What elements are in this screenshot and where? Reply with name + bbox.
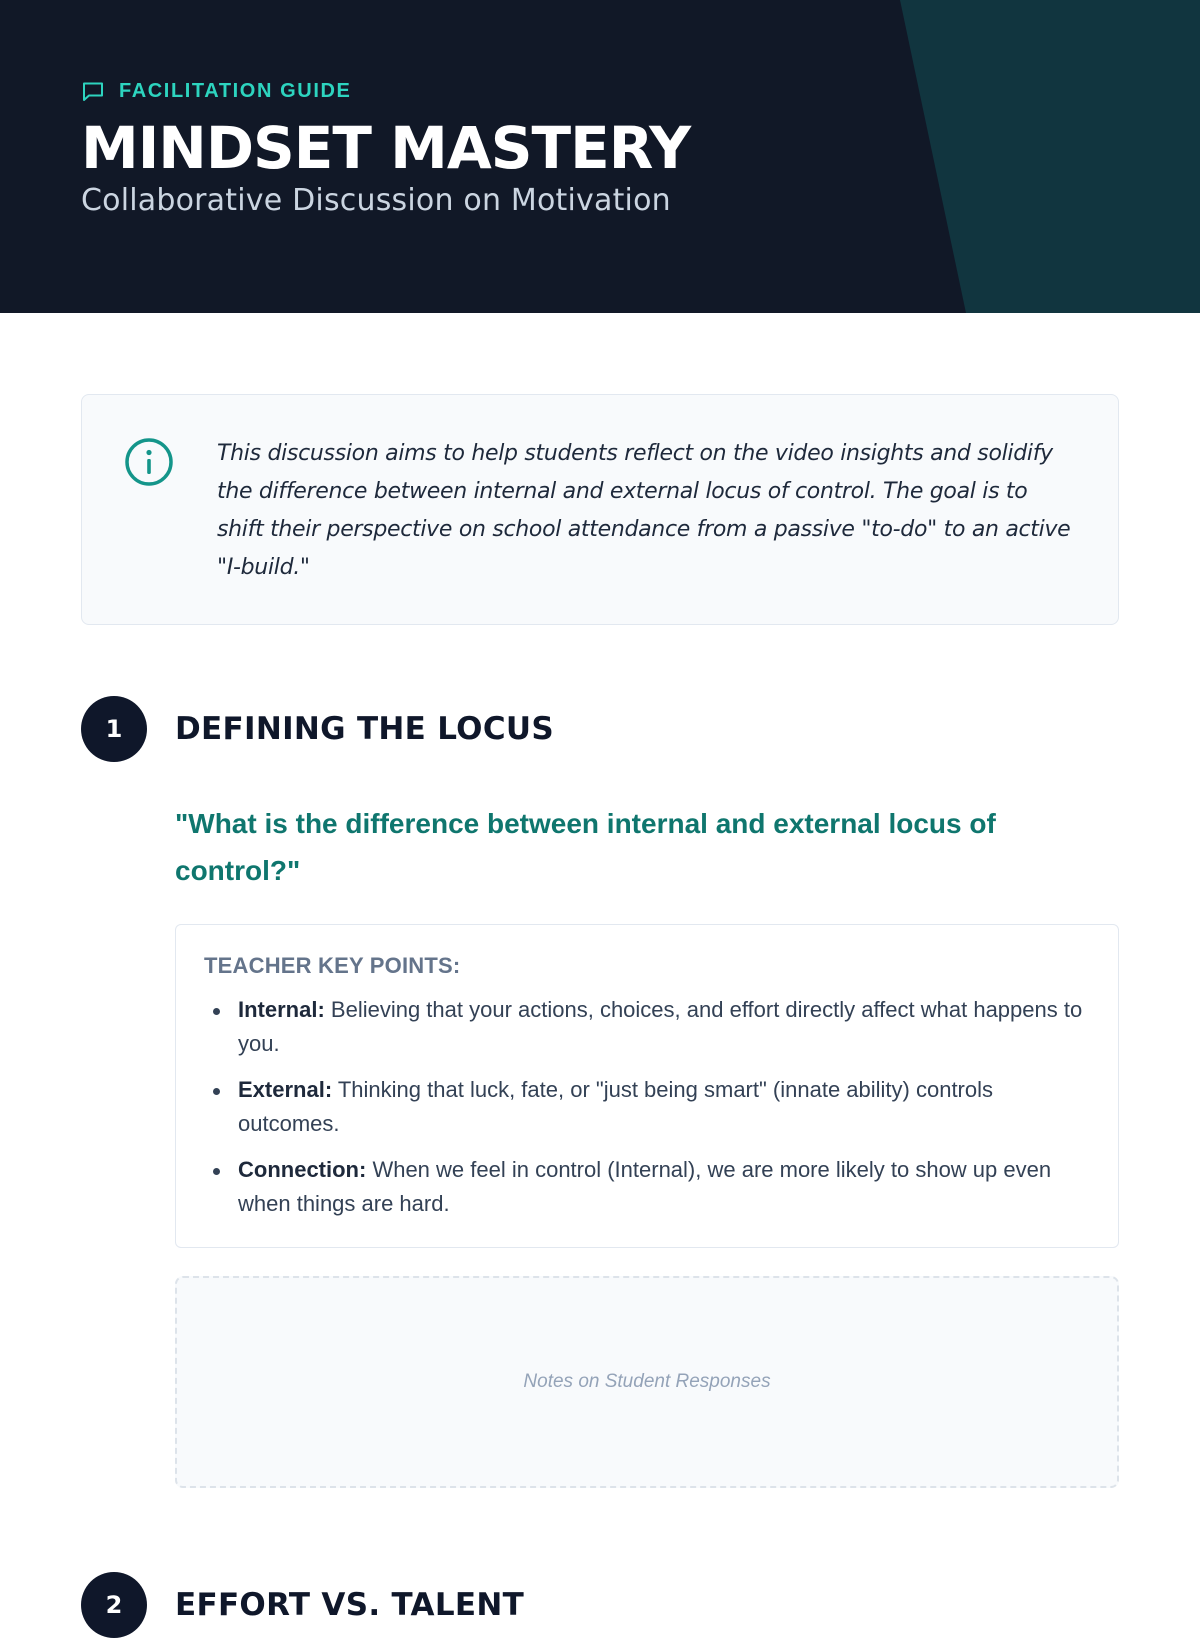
- intro-text: This discussion aims to help students reflect on the video insights and solidify the difference between internal and external locus of control. The goal is to shift their perspective on school attendance from a passive "to-do" to an active "I-build.": [217, 441, 1071, 580]
- section-number-badge: 2: [81, 1572, 147, 1638]
- header-kicker: [81, 79, 900, 103]
- chat-bubble-icon: [81, 79, 105, 103]
- key-points-label: TEACHER KEY POINTS:: [204, 953, 461, 978]
- section-title: DEFINING THE LOCUS: [175, 711, 554, 747]
- key-point-connection: [238, 1153, 1090, 1221]
- key-point-text: Thinking that luck, fate, or "just being smart" (innate ability) controls outcomes.: [238, 1077, 994, 1136]
- key-points-list: [204, 993, 1090, 1221]
- student-response-notes-area[interactable]: Notes on Student Responses: [175, 1276, 1119, 1488]
- page-title: MINDSET MASTERY: [81, 114, 691, 182]
- header-content: [81, 79, 900, 218]
- kicker-label: FACILITATION GUIDE: [119, 79, 352, 102]
- section-number-badge: 1: [81, 696, 147, 762]
- key-point-term: Connection:: [238, 1157, 367, 1182]
- key-point-text: When we feel in control (Internal), we are more likely to show up even when things are hard.: [238, 1157, 1052, 1216]
- key-point-term: External:: [238, 1077, 333, 1102]
- header-banner: [0, 0, 1200, 313]
- info-icon: [124, 437, 174, 492]
- section-body: [175, 800, 1119, 1488]
- teacher-key-points-box: [175, 924, 1119, 1248]
- key-point-text: Believing that your actions, choices, and effort directly affect what happens to you.: [238, 997, 1083, 1056]
- section-title: EFFORT VS. TALENT: [175, 1587, 525, 1623]
- section-1: [81, 696, 1119, 1488]
- discussion-question: "What is the difference between internal and external locus of control?": [175, 808, 996, 886]
- bullet-icon: [213, 1168, 220, 1175]
- key-point-internal: [238, 993, 1090, 1061]
- bullet-icon: [213, 1088, 220, 1095]
- section-header: [81, 696, 1119, 762]
- intro-callout: [81, 394, 1119, 625]
- page-subtitle: Collaborative Discussion on Motivation: [81, 182, 671, 218]
- key-point-external: [238, 1073, 1090, 1141]
- section-header: [81, 1572, 1119, 1638]
- section-2: [81, 1572, 1119, 1638]
- bullet-icon: [213, 1008, 220, 1015]
- key-point-term: Internal:: [238, 997, 325, 1022]
